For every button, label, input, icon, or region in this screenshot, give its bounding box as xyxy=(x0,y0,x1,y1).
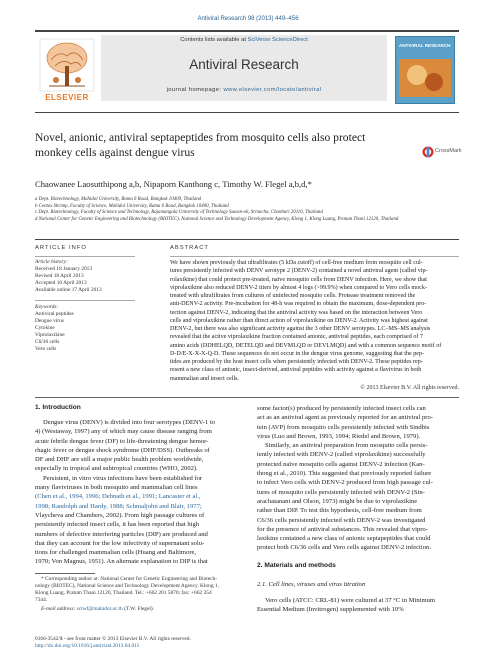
abstract-line: cells and viprolaxikine rather than direct action of viprolaxikine on DENV-2. Activity was highest against xyxy=(170,317,428,324)
abstract-line: treated with ultrafiltrates from cultures of uninfected mosquito cells. Protease treatment removed the xyxy=(170,293,416,299)
abstract-heading: ABSTRACT xyxy=(170,245,209,251)
header-bottom-rule xyxy=(35,112,459,113)
keywords-label: Keywords: xyxy=(35,304,59,310)
journal-header xyxy=(35,30,459,114)
abstract-line: revealed that the active viprolaxikine fraction contained anionic, antiviral peptides, each comprised of 7 xyxy=(170,334,423,341)
body-line: Similarly, an antiviral preparation from mosquito cells persis- xyxy=(265,442,428,450)
homepage-line xyxy=(101,87,387,93)
contents-line xyxy=(101,37,387,43)
cover-image xyxy=(399,59,451,97)
section-divider xyxy=(35,239,459,240)
sciencedirect-link[interactable]: SciVerse ScienceDirect xyxy=(247,37,308,43)
intro-line: tions for challenged mammalian cells (Huang and Baltimore, xyxy=(35,549,197,557)
body-line: tures of mosquito cells persistently infected with DENV-2 (Sin- xyxy=(257,488,425,496)
intro-line: persistently infected insect cells, it has been reported that high xyxy=(35,521,200,529)
article-title-line1: Novel, anionic, antiviral septapeptides from mosquito cells also protect xyxy=(35,131,366,144)
authors: Chaowanee Laosutthipong a,b, Nipaporn Kanthong c, Timothy W. Flegel a,b,d,* xyxy=(35,179,312,189)
page-footer xyxy=(35,636,295,650)
body-line: arachatanant and Olson, 1973) might be due to viprolaxikine xyxy=(257,497,418,505)
publisher-name: ELSEVIER xyxy=(45,93,89,102)
abstract-line: DENV-2, but there was also significant activity against the 3 other DENV serotypes. LC–MS–MS analysis xyxy=(170,326,431,332)
intro-line: many flaviviruses in both mosquito and mammalian cell lines xyxy=(35,484,198,492)
affiliation-c: c Dept. Biotechnology, Faculty of Science and Technology, Rajamangala University of Technology Suwan-ok, Srinacha, Chonburi 20110, Thailand xyxy=(35,210,323,216)
crossmark-label: CrossMark xyxy=(435,148,462,154)
footer-issn: 0166-3542/$ - see front matter © 2013 Elsevier B.V. All rights reserved. xyxy=(35,636,191,642)
intro-line: especially in tropical and subtropical countries (WHO, 2002). xyxy=(35,465,198,473)
intro-line: 1970; Von Magnus, 1951). An alternate explanation to DIP is that xyxy=(35,558,208,566)
abstract-line: D-D/E-X-X-X-Q-D. These sequences do not occur in the dengue virus genome, suggesting that the pep- xyxy=(170,350,425,357)
body-line: act as an antiviral agent as previously reported for an antiviral pro- xyxy=(257,414,433,422)
body-line: C6/36 cells persistently infected with DENV-2 was investigated xyxy=(257,516,426,524)
intro-line: Persistent, in vitro virus infections have been established for xyxy=(43,474,203,482)
body-line: tently infected with DENV-2 (called viprolaxikine) successfully xyxy=(257,451,426,459)
methods-heading: 2. Materials and methods xyxy=(257,562,336,569)
keywords-rule xyxy=(35,300,135,301)
intro-line: that they can account for the low infectivity of supernatant solu- xyxy=(35,539,205,547)
affiliation-a: a Dept. Biotechnology, Mahidol University, Rama 6 Road, Bangkok 10400, Thailand xyxy=(35,197,202,202)
history-online: Available online 17 April 2013 xyxy=(35,287,102,293)
abstract-line: tures persistently infected with DENV serotype 2 (DENV-2) contained a novel antiviral agent (called vip- xyxy=(170,268,428,275)
abstract-line: viprolaxikine also reduced DENV-2 titers by almost 4 logs (>99.9%) when compared to Vero cells mock- xyxy=(170,284,427,291)
footnote-line: * Corresponding author at: National Center for Genetic Engineering and Biotech- xyxy=(41,576,218,582)
intro-line: numbers of defective interfering particles (DIP) are produced and xyxy=(35,530,208,538)
email-label: E-mail address: xyxy=(41,606,77,612)
methods-subheading: 2.1. Cell lines, viruses and virus titration xyxy=(257,581,366,588)
right-column-body xyxy=(257,404,460,553)
intro-line: 1998; Randolph and Hardy, 1988; Schmaljohn and Blair, 1977; xyxy=(35,502,202,510)
methods-body xyxy=(257,596,460,615)
elsevier-logo xyxy=(37,36,97,104)
body-line: protect both C6/36 cells and Vero cells against DENV-2 infection. xyxy=(257,544,431,552)
intro-line: (Chen et al., 1994, 1996; Debnath et al., 1991; Lancaster et al., xyxy=(35,493,201,501)
abstract-line: rolaxikine) that could protect pre-treated, naïve mosquito cells from DENV infection. Here, we show that xyxy=(170,276,427,283)
homepage-link[interactable]: www.elsevier.com/locate/antiviral xyxy=(223,87,322,93)
body-line: some factor(s) produced by persistently infected insect cells can xyxy=(257,405,426,412)
footnote-rule xyxy=(35,573,95,574)
article-info-rule xyxy=(35,256,135,257)
journal-citation: Antiviral Research 98 (2013) 449–456 xyxy=(197,16,299,22)
body-line: protected naïve mosquito cells against DENV-2 infection (Kan- xyxy=(257,460,425,468)
homepage-prefix: journal homepage: xyxy=(166,87,224,93)
cover-title: ANTIVIRAL RESEARCH xyxy=(399,43,451,48)
body-line: laxikine contained a new class of anionic septapeptides that could xyxy=(257,535,431,543)
abstract-rule xyxy=(170,256,459,257)
intro-line: Dengue virus (DENV) is divided into four serotypes (DENV-1 to xyxy=(43,419,216,426)
intro-line: DF and DHF are still a major public health problem worldwide, xyxy=(35,456,204,464)
footnote-line: 7344. xyxy=(35,597,48,603)
header-top-rule xyxy=(35,30,459,33)
article-title-line2: monkey cells against dengue virus xyxy=(35,146,195,159)
body-line: tein (AVP) from mosquito cells persistently infected with Sindbis xyxy=(257,423,430,431)
footnote-line: Klong Luang, Pratum Thani 12120, Thailand. Tel.: +662 201 5870; fax: +662 354 xyxy=(35,590,212,596)
copyright: © 2013 Elsevier B.V. All rights reserved. xyxy=(360,385,459,391)
email-link[interactable]: sctwf@mahidol.ac.th xyxy=(76,606,123,612)
abstract-body xyxy=(170,259,459,383)
methods-line: Vero cells (ATCC: CRL-81) were cultured at 37 °C in Minimum xyxy=(265,597,436,604)
abstract-line: mammalian and insect cells. xyxy=(170,375,240,382)
intro-heading: 1. Introduction xyxy=(35,404,81,411)
abstract-line: We have shown previously that ultrafiltrates (5 kDa cutoff) of cell-free medium from mosquito cell cul- xyxy=(170,260,423,266)
affiliations xyxy=(35,197,465,224)
crossmark-badge[interactable] xyxy=(422,146,462,166)
contents-prefix: Contents lists available at xyxy=(180,37,248,43)
keywords xyxy=(35,304,145,353)
keyword: Cytokine xyxy=(35,325,55,331)
corresponding-author-note xyxy=(35,576,249,613)
abstract-line: anti-DENV-2 activity. Pre-incubation for 48-h was required to obtain the maximum, dose-dependent pro- xyxy=(170,301,427,308)
keyword: Viprolaxikine xyxy=(35,332,65,338)
body-line: to infect Vero cells with DENV-2 produced from high passage cul- xyxy=(257,479,433,487)
email-line xyxy=(35,606,249,613)
intro-body xyxy=(35,418,247,567)
intro-line: Vlaycheva and Chambers, 2002). From high passage cultures of xyxy=(35,511,205,519)
history-accepted: Accepted 10 April 2013 xyxy=(35,280,87,286)
history-revised: Revised 18 April 2013 xyxy=(35,273,84,279)
doi-link[interactable]: http://dx.doi.org/10.1016/j.antiviral.2013.04.011 xyxy=(35,643,140,649)
abstract-line: amino acids (DDHELQD, DETELQD and DEVMLQD or DEVLMQD) and with a common sequence motif of xyxy=(170,342,442,349)
history-label: Article history: xyxy=(35,259,68,265)
history-received: Received 18 January 2013 xyxy=(35,266,93,272)
affiliation-b: b Centex Shrimp, Faculty of Science, Mahidol University, Rama 6 Road, Bangkok 10400, Thailand xyxy=(35,203,229,209)
elsevier-tree-icon xyxy=(37,36,97,94)
article-title xyxy=(35,130,415,160)
methods-line: Essential Medium (Invitrogen) supplemented with 10% xyxy=(257,606,404,614)
body-line: for the presence of antiviral substances. This revealed that vipro- xyxy=(257,525,428,533)
body-divider xyxy=(35,397,459,398)
email-suffix: (T.W. Flegel). xyxy=(122,606,155,612)
article-history xyxy=(35,259,145,294)
keyword: Vero cells xyxy=(35,346,57,352)
keyword: Antiviral peptides xyxy=(35,311,74,317)
article-info-heading: ARTICLE INFO xyxy=(35,245,87,251)
footnote-line: nology (BIOTEC), National Science and Technology Development Agency, Klong 1, xyxy=(35,583,219,589)
keyword: C6/36 cells xyxy=(35,339,60,345)
abstract-line: tection against DENV-2, indicating that the antiviral activity was based on the interaction between Vero xyxy=(170,309,423,316)
crossmark-icon xyxy=(422,146,434,158)
body-line: virus (Luo and Brown, 1993, 1994; Riedel and Brown, 1979). xyxy=(257,432,421,440)
journal-cover xyxy=(395,36,455,104)
abstract-line: tides are produced by the host insect cells when persistently infected with DENV-2. These peptides rep- xyxy=(170,359,423,365)
affiliation-d: d National Center for Genetic Engineering and Biotechnology (BIOTEC), National Science and Technology Development Agency, Klong 1, Klong Luang, Pratum Thani 12120, Thailand xyxy=(35,217,399,223)
intro-line: rhagic fever or dengue shock syndrome (DHF/DSS). Outbreaks of xyxy=(35,446,210,454)
keyword: Dengue virus xyxy=(35,318,64,324)
intro-line: 4) (Westaway, 1997) any of which may cause disease ranging from xyxy=(35,428,212,436)
intro-line: acute febrile dengue fever (DF) to life-threatening dengue hemor- xyxy=(35,437,209,445)
body-line: rather than DIP. To test this hypothesis, cell-free medium from xyxy=(257,507,422,515)
body-line: thong et al., 2010). This suggested that previously reported failure xyxy=(257,470,432,478)
journal-title: Antiviral Research xyxy=(189,57,299,72)
abstract-line: resent a new class of anionic, insect-derived, antiviral peptides with activity against a flavivirus in both xyxy=(170,367,422,374)
